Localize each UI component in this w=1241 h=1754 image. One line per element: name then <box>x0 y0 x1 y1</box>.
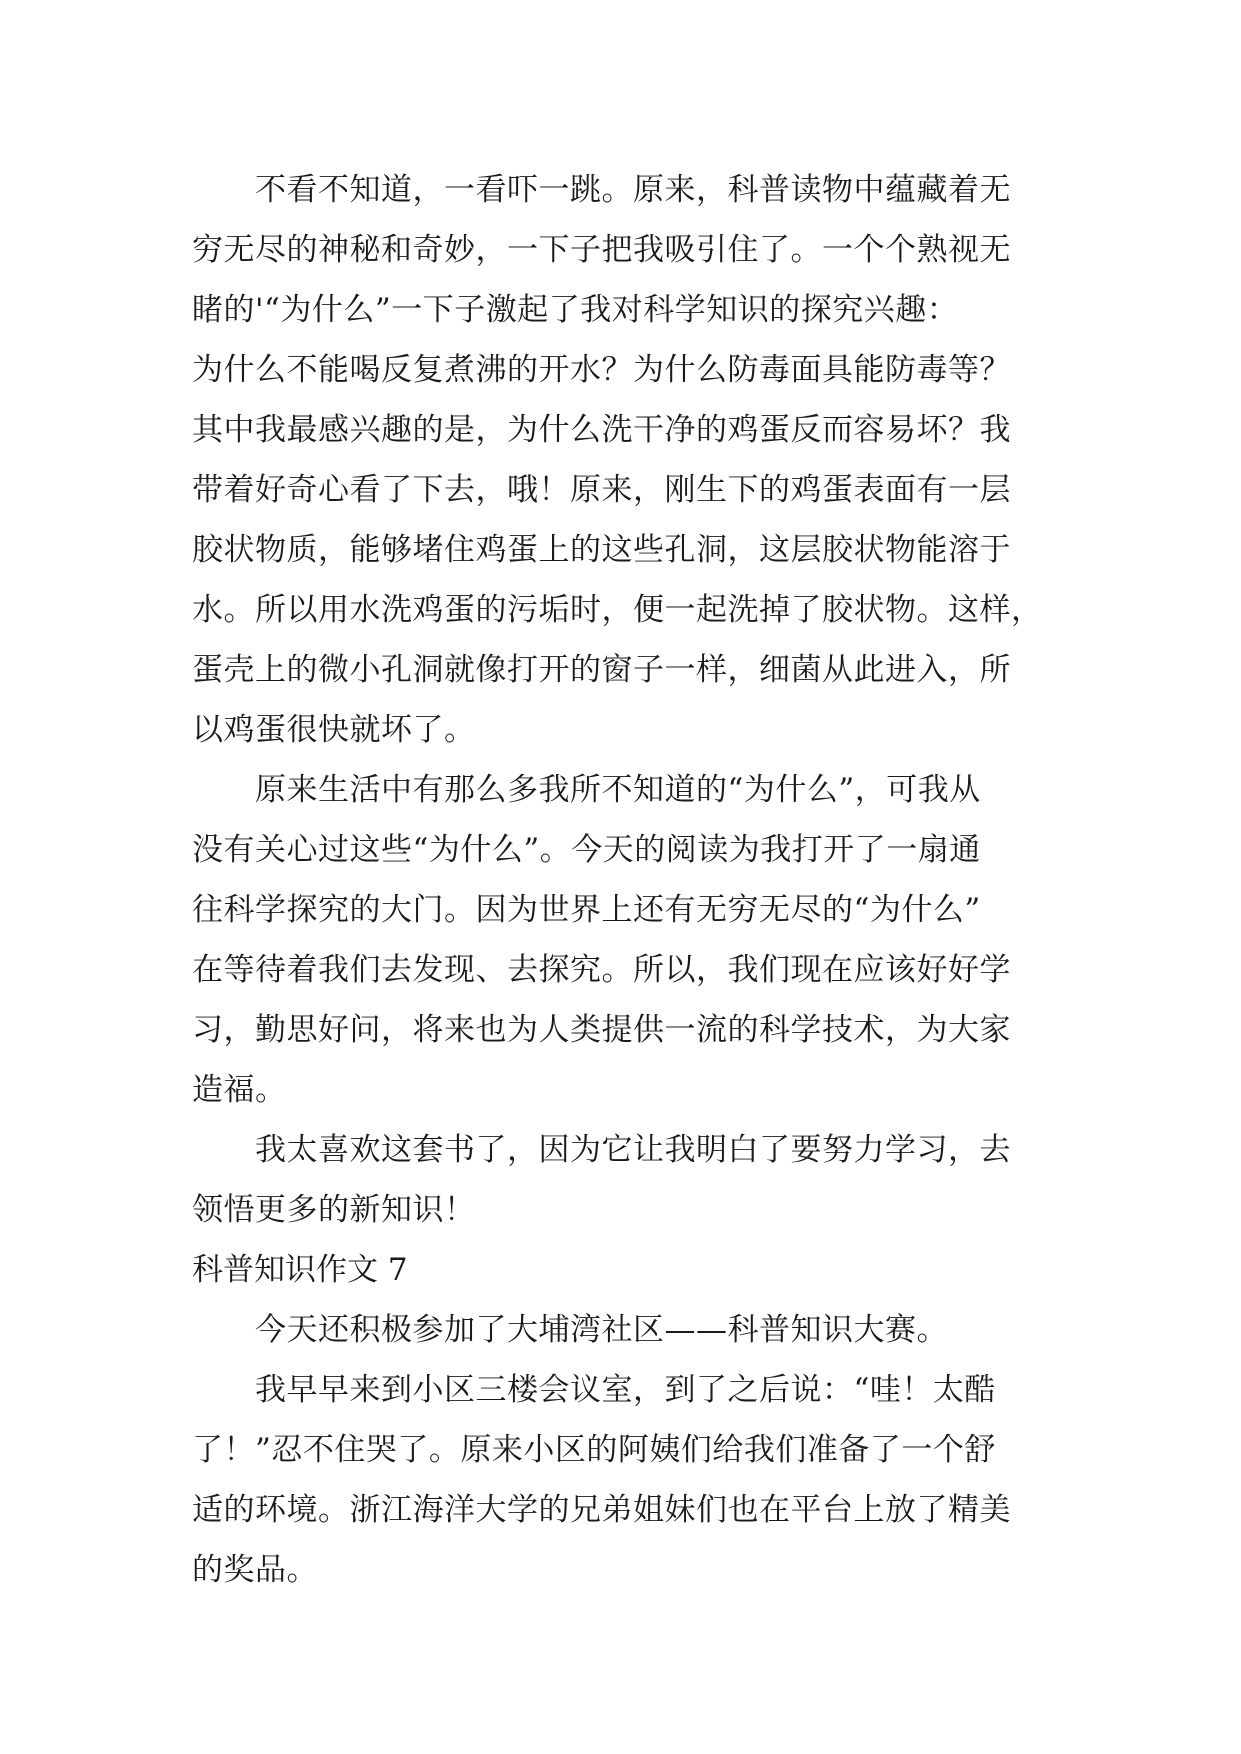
text-line: 在等待着我们去发现、去探究。所以，我们现在应该好好学 <box>192 952 1011 988</box>
text-line: 今天还积极参加了大埔湾社区——科普知识大赛。 <box>255 1312 948 1348</box>
text-line: 我早早来到小区三楼会议室，到了之后说：“哇！太酷 <box>255 1372 996 1408</box>
paragraph-4 <box>192 1300 1052 1360</box>
text-line: 原来生活中有那么多我所不知道的“为什么”，可我从 <box>255 772 981 808</box>
text-line: 为什么不能喝反复煮沸的开水？为什么防毒面具能防毒等？ <box>192 352 1011 388</box>
paragraph-3 <box>192 1120 1052 1240</box>
text-line: 蛋壳上的微小孔洞就像打开的窗子一样，细菌从此进入，所 <box>192 652 1011 688</box>
text-line: 了！”忍不住哭了。原来小区的阿姨们给我们准备了一个舒 <box>192 1432 996 1468</box>
text-line: 带着好奇心看了下去，哦！原来，刚生下的鸡蛋表面有一层 <box>192 472 1011 508</box>
text-line: 适的环境。浙江海洋大学的兄弟姐妹们也在平台上放了精美 <box>192 1492 1011 1528</box>
text-line: 往科学探究的大门。因为世界上还有无穷无尽的“为什么” <box>192 892 981 928</box>
text-line: 以鸡蛋很快就坏了。 <box>192 712 476 748</box>
text-line: 穷无尽的神秘和奇妙，一下子把我吸引住了。一个个熟视无 <box>192 232 1011 268</box>
paragraph-2 <box>192 760 1052 1120</box>
text-line: 习，勤思好问，将来也为人类提供一流的科学技术，为大家 <box>192 1012 1011 1048</box>
text-line: 不看不知道，一看吓一跳。原来，科普读物中蕴藏着无 <box>255 172 1011 208</box>
paragraph-1 <box>192 160 1052 760</box>
text-line: 的奖品。 <box>192 1552 318 1588</box>
text-line: 造福。 <box>192 1072 287 1108</box>
document-page <box>192 160 1052 1600</box>
text-line: 胶状物质，能够堵住鸡蛋上的这些孔洞，这层胶状物能溶于 <box>192 532 1011 568</box>
section-heading: 科普知识作文 7 <box>192 1252 408 1288</box>
text-line: 领悟更多的新知识！ <box>192 1192 476 1228</box>
text-line: 我太喜欢这套书了，因为它让我明白了要努力学习，去 <box>255 1132 1011 1168</box>
text-line: 没有关心过这些“为什么”。今天的阅读为我打开了一扇通 <box>192 832 981 868</box>
paragraph-5 <box>192 1360 1052 1600</box>
text-line: 睹的'“为什么”一下子激起了我对科学知识的探究兴趣： <box>192 292 959 328</box>
text-line: 其中我最感兴趣的是，为什么洗干净的鸡蛋反而容易坏？我 <box>192 412 1011 448</box>
text-line: 水。所以用水洗鸡蛋的污垢时，便一起洗掉了胶状物。这样， <box>192 592 1043 628</box>
